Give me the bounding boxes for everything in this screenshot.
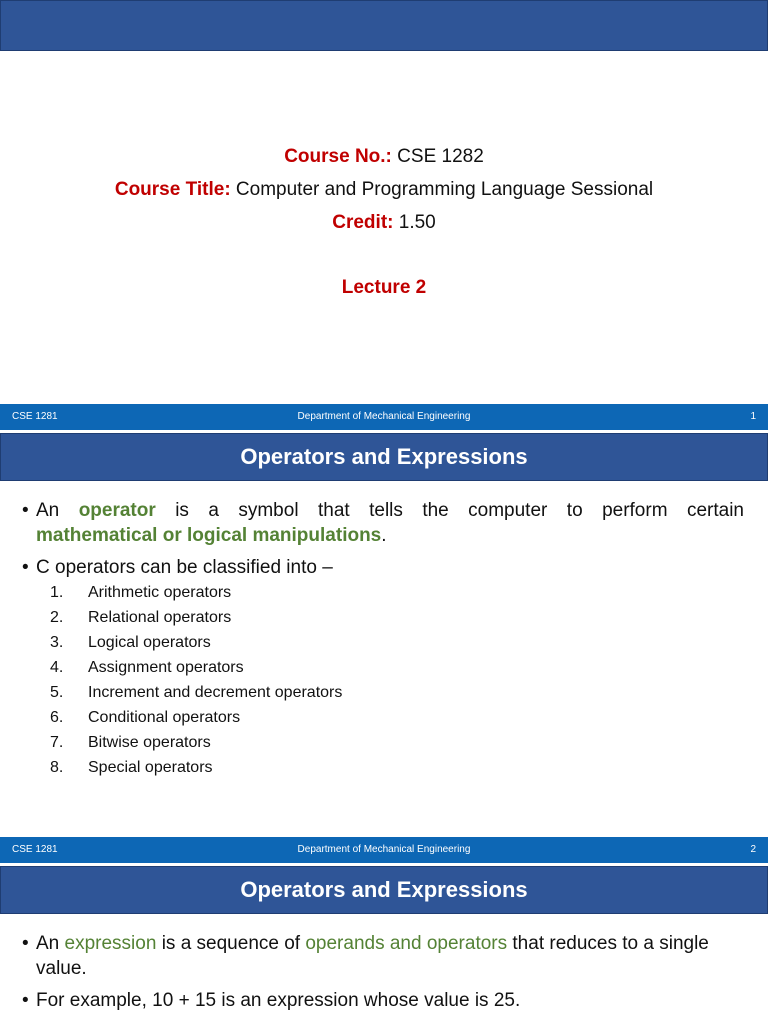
slide2-bullet-example [22, 988, 744, 1013]
bullet-dot: • [22, 500, 29, 521]
course-title-value: Computer and Programming Language Sessional [235, 179, 654, 200]
slide2-footer-page-number: 2 [750, 844, 756, 855]
course-number-value: CSE 1282 [397, 146, 484, 167]
bullet-dot: • [22, 557, 29, 578]
credit-label: Credit: [332, 212, 394, 233]
slide2-footer-course: CSE 1281 [12, 844, 58, 855]
course-title-line [0, 179, 768, 201]
slide1-footer-page-number: 1 [750, 411, 756, 422]
term-operands-and-operators: operands and operators [305, 933, 508, 954]
course-number-line [0, 146, 768, 168]
term-expression: expression [64, 933, 157, 954]
course-title-label: Course Title: [114, 179, 231, 200]
term-operator: operator [78, 500, 156, 521]
bullet-dot: • [22, 933, 29, 954]
slide1-footer-department: Department of Mechanical Engineering [297, 411, 471, 422]
credit-line [0, 212, 768, 234]
lecture-label: Lecture 2 [341, 277, 427, 298]
text: is a sequence of [161, 933, 301, 954]
cover-header-bar [0, 0, 768, 51]
text: . [381, 525, 387, 546]
term-manipulations: mathematical or logical manipulations [36, 525, 382, 546]
slide2-bullet-expression-definition [22, 931, 744, 981]
course-number-label: Course No.: [284, 146, 392, 167]
slide2-title-bar [0, 866, 768, 914]
example-text: For example, 10 + 15 is an expression whose value is 25. [36, 990, 521, 1011]
slide1-title-bar [0, 433, 768, 481]
slide1-bullet-classification [22, 555, 744, 580]
slide2-title: Operators and Expressions [240, 877, 528, 902]
text: that reduces to a single value. [36, 933, 709, 979]
slide2-footer-department: Department of Mechanical Engineering [297, 844, 471, 855]
slide1-footer-bar [0, 404, 768, 430]
slide1-footer-course: CSE 1281 [12, 411, 58, 422]
slide1-bullet-operator-definition [22, 498, 744, 548]
classification-text: C operators can be classified into – [36, 557, 333, 578]
bullet-dot: • [22, 990, 29, 1011]
slide2-footer-bar [0, 837, 768, 863]
text: is a symbol that tells the computer to perform certain [175, 500, 744, 521]
credit-value: 1.50 [398, 212, 436, 233]
text: An [36, 933, 60, 954]
text: An [36, 500, 60, 521]
slide1-title: Operators and Expressions [240, 444, 528, 469]
